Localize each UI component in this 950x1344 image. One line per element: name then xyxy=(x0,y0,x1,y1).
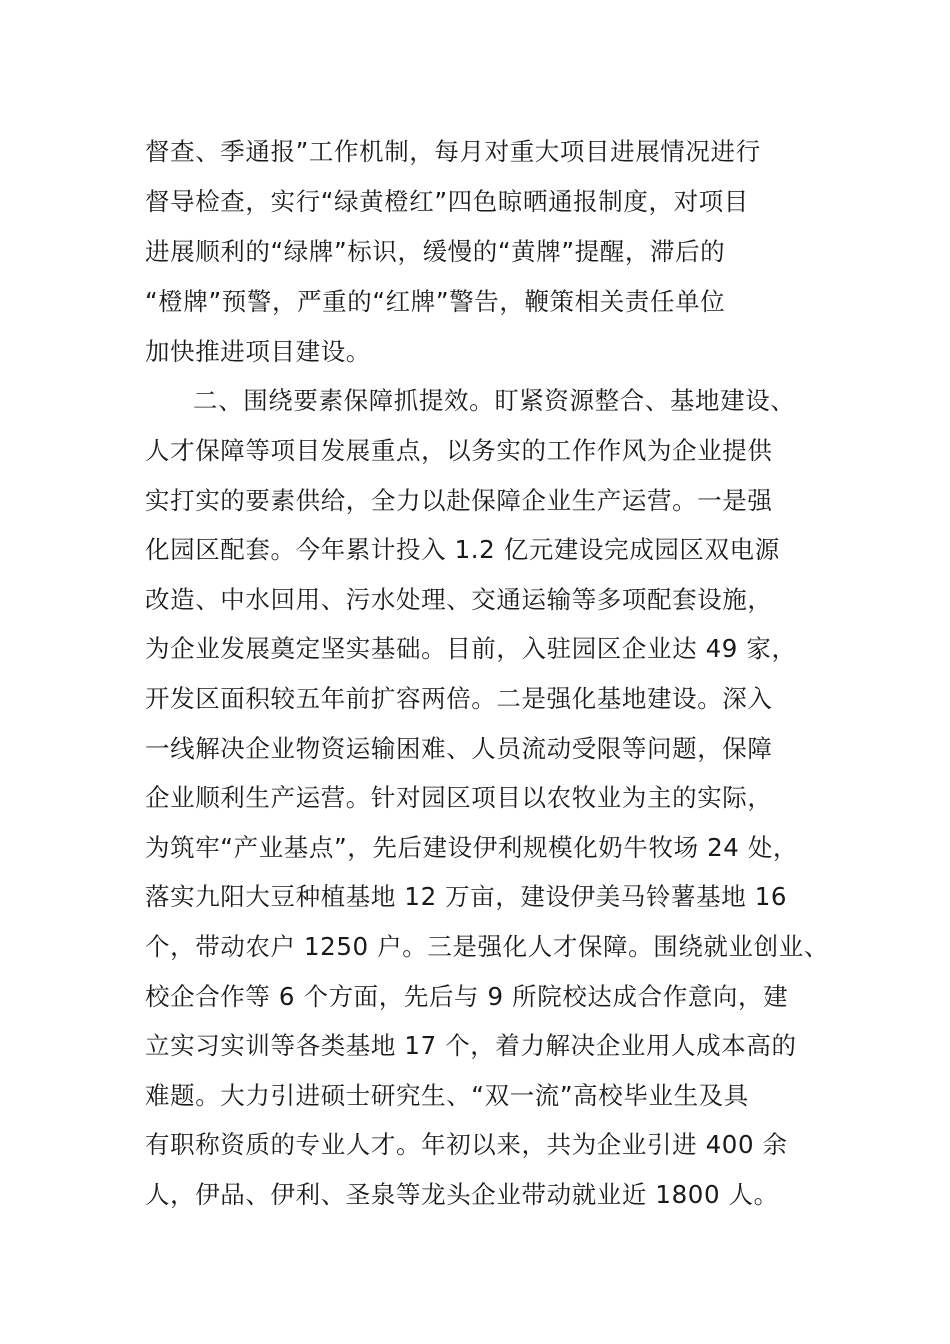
paragraph-line: 进展顺利的“绿牌”标识，缓慢的“黄牌”提醒，滞后的 xyxy=(145,237,726,266)
paragraph-line: 人才保障等项目发展重点，以务实的工作作风为企业提供 xyxy=(145,436,773,465)
paragraph-line: 落实九阳大豆种植基地 12 万亩，建设伊美马铃薯基地 16 xyxy=(145,882,788,911)
paragraph-line: 为企业发展奠定坚实基础。目前，入驻园区企业达 49 家， xyxy=(145,634,797,663)
paragraph-line: 有职称资质的专业人才。年初以来，共为企业引进 400 余 xyxy=(145,1130,788,1159)
paragraph-line: 督导检查，实行“绿黄橙红”四色晾晒通报制度，对项目 xyxy=(145,187,749,216)
paragraph-line: 督查、季通报”工作机制，每月对重大项目进展情况进行 xyxy=(145,137,761,166)
paragraph-line: 人，伊品、伊利、圣泉等龙头企业带动就业近 1800 人。 xyxy=(145,1180,779,1209)
paragraph-line: 难题。大力引进硕士研究生、“双一流”高校毕业生及具 xyxy=(145,1081,749,1110)
paragraph-line: 加快推进项目建设。 xyxy=(145,337,371,366)
paragraph-line: 企业顺利生产运营。针对园区项目以农牧业为主的实际， xyxy=(145,783,773,812)
paragraph-line: 个，带动农户 1250 户。三是强化人才保障。围绕就业创业、 xyxy=(145,932,829,961)
paragraph-line: 立实习实训等各类基地 17 个，着力解决企业用人成本高的 xyxy=(145,1031,797,1060)
paragraph-line: 实打实的要素供给，全力以赴保障企业生产运营。一是强 xyxy=(145,486,773,515)
paragraph-line: “橙牌”预警，严重的“红牌”警告，鞭策相关责任单位 xyxy=(145,287,726,316)
paragraph-line: 改造、中水回用、污水处理、交通运输等多项配套设施， xyxy=(145,585,773,614)
paragraph-line: 为筑牢“产业基点”，先后建设伊利规模化奶牛牧场 24 处， xyxy=(145,833,799,862)
paragraph-line: 开发区面积较五年前扩容两倍。二是强化基地建设。深入 xyxy=(145,684,773,713)
paragraph-line: 校企合作等 6 个方面，先后与 9 所院校达成合作意向，建 xyxy=(145,982,789,1011)
paragraph-line: 一线解决企业物资运输困难、人员流动受限等问题，保障 xyxy=(145,734,773,763)
section-heading-line: 二、围绕要素保障抓提效。盯紧资源整合、基地建设、 xyxy=(193,386,796,415)
paragraph-line: 化园区配套。今年累计投入 1.2 亿元建设完成园区双电源 xyxy=(145,535,780,564)
